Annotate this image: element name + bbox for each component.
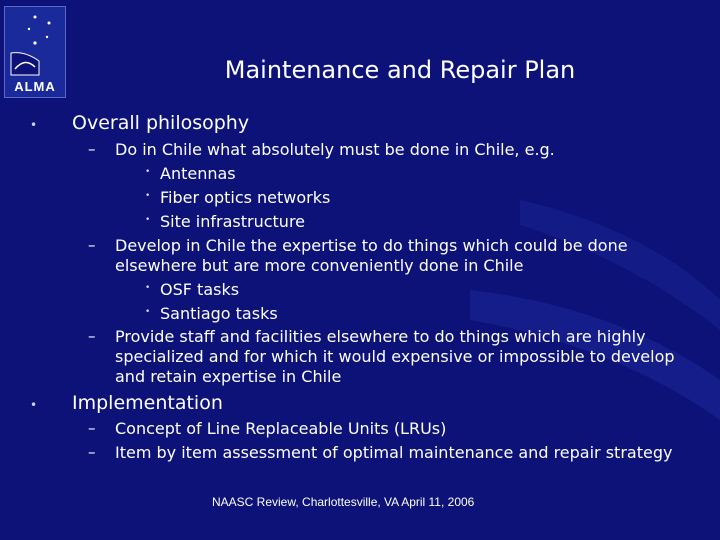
dash-icon: – <box>88 419 96 437</box>
constellation-icon <box>5 7 65 77</box>
section-heading: Implementation <box>72 392 223 414</box>
dash-icon: – <box>88 140 96 158</box>
sub-bullet-icon: • <box>145 167 151 177</box>
sub-bullet-icon: • <box>145 215 151 225</box>
list-item: Do in Chile what absolutely must be done in Chile, e.g. <box>115 140 555 159</box>
dash-icon: – <box>88 327 96 345</box>
list-item: Item by item assessment of optimal maintenance and repair strategy <box>115 443 673 462</box>
sub-bullet-icon: • <box>145 283 151 293</box>
section-heading: Overall philosophy <box>72 112 250 134</box>
sub-list-item: OSF tasks <box>160 280 240 299</box>
bullet-icon: • <box>30 118 38 132</box>
sub-list-item: Fiber optics networks <box>160 188 331 207</box>
sub-list-item: Site infrastructure <box>160 212 306 231</box>
sub-list-item: Santiago tasks <box>160 304 278 323</box>
sub-bullet-icon: • <box>145 191 151 201</box>
alma-logo <box>4 6 66 98</box>
dash-icon: – <box>88 236 96 254</box>
bullet-icon: • <box>30 398 38 412</box>
footer-text: NAASC Review, Charlottesville, VA April 11, 2006 <box>212 495 475 509</box>
list-item: Provide staff and facilities elsewhere to do things which are highly specialized and for which it would expensive or impossible to develop and retain expertise in Chile <box>115 327 675 386</box>
sub-bullet-icon: • <box>145 307 151 317</box>
list-item: Develop in Chile the expertise to do things which could be done elsewhere but are more conveniently done in Chile <box>115 236 628 275</box>
dash-icon: – <box>88 443 96 461</box>
sub-list-item: Antennas <box>160 164 236 183</box>
logo-text: ALMA <box>14 79 56 94</box>
list-item: Concept of Line Replaceable Units (LRUs) <box>115 419 447 438</box>
slide-title: Maintenance and Repair Plan <box>224 56 576 84</box>
